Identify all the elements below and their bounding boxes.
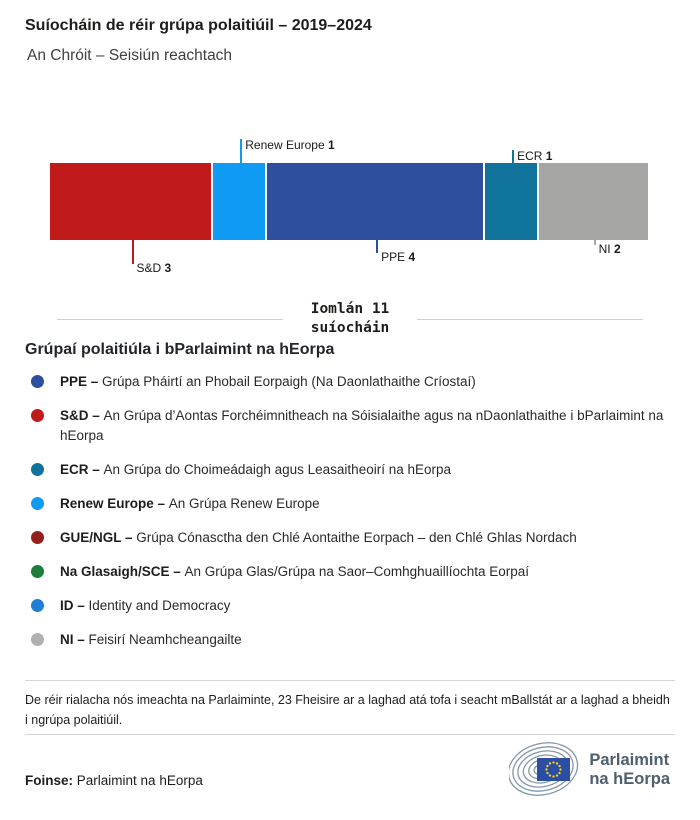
bar-segment-ecr	[485, 163, 537, 240]
legend-item-id	[25, 596, 675, 616]
legend-dot-ppe	[31, 375, 44, 388]
bar-tick-renew-europe	[240, 139, 242, 163]
legend-item-ecr	[25, 460, 675, 480]
legend-label-id: ID – Identity and Democracy	[60, 598, 231, 613]
ep-logo-text	[589, 751, 670, 789]
page-subtitle: An Chróit – Seisiún reachtach	[27, 47, 233, 64]
legend-dot-renew-europe	[31, 497, 44, 510]
bar-tick-s-d	[132, 240, 134, 264]
legend-item-s-d	[25, 406, 675, 446]
bar-label-s-d: S&D 3	[136, 261, 172, 275]
legend-item-gue-ngl	[25, 528, 675, 548]
legend-label-ecr: ECR – An Grúpa do Choimeádaigh agus Leasaitheoirí na hEorpa	[60, 462, 452, 477]
legend-heading: Grúpaí polaitiúla i bParlaimint na hEorpa	[25, 341, 335, 358]
bar-label-ecr: ECR 1	[517, 149, 553, 163]
bar-segment-renew-europe	[213, 163, 265, 240]
source	[25, 773, 203, 788]
legend-dot-ecr	[31, 463, 44, 476]
legend-dot-na-glasaigh-sce	[31, 565, 44, 578]
legend-item-renew-europe	[25, 494, 675, 514]
bar-tick-ni	[594, 240, 596, 245]
report-page	[0, 16, 700, 820]
legend-label-ni: NI – Feisirí Neamhcheangailte	[60, 632, 242, 647]
legend-dot-ni	[31, 633, 44, 646]
legend-list	[25, 372, 675, 650]
bar-tick-ppe	[376, 240, 378, 253]
legend-item-na-glasaigh-sce	[25, 562, 675, 582]
legend-label-s-d: S&D – An Grúpa d’Aontas Forchéimnitheach na Sóisialaithe agus na nDaonlathaithe i bParlaimint na hEorpa	[60, 408, 664, 443]
legend-label-na-glasaigh-sce: Na Glasaigh/SCE – An Grúpa Glas/Grúpa na Saor–Comhghuaillíochta Eorpaí	[60, 564, 529, 579]
source-value: Parlaimint na hEorpa	[76, 773, 203, 788]
legend-dot-gue-ngl	[31, 531, 44, 544]
legend-label-ppe: PPE – Grúpa Pháirtí an Phobail Eorpaigh (Na Daonlathaithe Críostaí)	[60, 374, 476, 389]
bar-tick-ecr	[512, 150, 514, 163]
legend-item-ni	[25, 630, 675, 650]
source-label: Foinse:	[25, 773, 74, 788]
ep-logo-line2: na hEorpa	[589, 770, 670, 788]
total-seats-line1: Iomlán 11	[310, 301, 390, 317]
total-seats-row	[57, 300, 643, 338]
page-title: Suíocháin de réir grúpa polaitiúil – 2019–2024	[25, 17, 372, 34]
bar-segment-ni	[539, 163, 648, 240]
divider-left	[57, 319, 283, 320]
footnote-divider-top	[25, 680, 675, 681]
seat-distribution-chart	[0, 130, 700, 280]
legend-dot-id	[31, 599, 44, 612]
total-seats-line2: suíocháin	[310, 320, 390, 336]
bar-label-renew-europe: Renew Europe 1	[245, 138, 335, 152]
ep-logo	[509, 742, 670, 798]
footnote-divider-bottom	[25, 734, 675, 735]
legend-label-gue-ngl: GUE/NGL – Grúpa Cónasctha den Chlé Aontaithe Eorpach – den Chlé Ghlas Nordach	[60, 530, 577, 545]
bar-label-ppe: PPE 4	[381, 250, 416, 264]
bar-segment-ppe	[267, 163, 482, 240]
divider-right	[417, 319, 643, 320]
legend-item-ppe	[25, 372, 675, 392]
source-row	[25, 742, 670, 798]
ep-hemicycle-icon	[509, 742, 583, 798]
footnote: De réir rialacha nós imeachta na Parlaiminte, 23 Fheisire ar a laghad atá tofa i seacht mBallstát ar a laghad a bheidh i ngrúpa polaitiúil.	[25, 693, 670, 727]
legend-dot-s-d	[31, 409, 44, 422]
bar-label-ni: NI 2	[598, 242, 621, 256]
ep-logo-line1: Parlaimint	[589, 751, 670, 769]
bar-segment-s-d	[50, 163, 211, 240]
total-seats-label	[283, 300, 418, 338]
legend-label-renew-europe: Renew Europe – An Grúpa Renew Europe	[60, 496, 320, 511]
